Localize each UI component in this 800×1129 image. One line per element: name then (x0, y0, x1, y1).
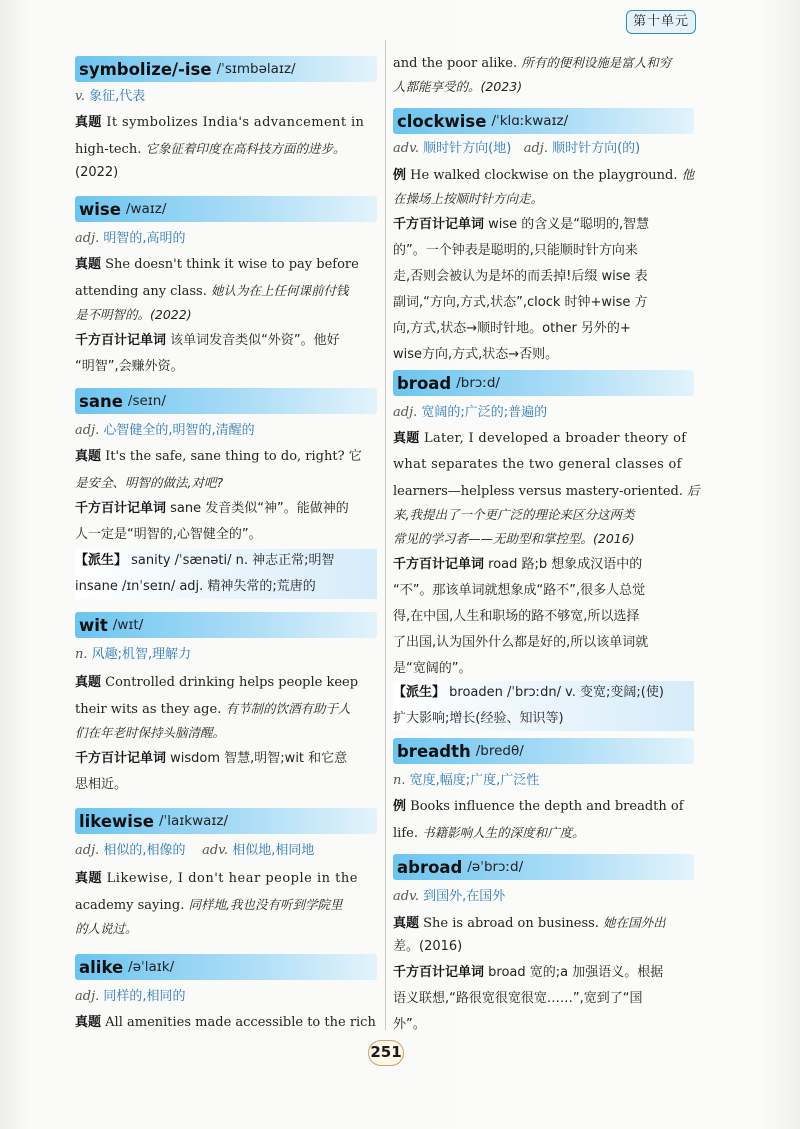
example-line: what separates the two general classes of (393, 457, 682, 472)
example-line: their wits as they age. 有节制的饮酒有助于人 (75, 701, 351, 717)
phonetic: /seɪn/ (127, 393, 166, 409)
example-line: 是不明智的。(2022) (75, 307, 192, 322)
example-line: 真题 All amenities made accessible to the rich (75, 1015, 376, 1030)
example-continuation: and the poor alike. 所有的便利设施是富人和穷 (393, 55, 672, 71)
memory-line: “不”。那该单词就想象成“路不”,很多人总觉 (393, 583, 646, 598)
headword: symbolize/-ise (79, 59, 212, 79)
example-line: (2022) (75, 165, 119, 180)
example-line: 例 Books influence the depth and breadth of (393, 799, 684, 814)
example-line: 们在年老时保持头脑清醒。 (75, 725, 226, 740)
headword: broad (397, 373, 452, 393)
definition-line: adj. 相似的,相像的 adv. 相似地,相同地 (75, 843, 315, 858)
unit-tag: 第十单元 (626, 10, 696, 34)
example-line: 是安全、明智的做法,对吧? (75, 475, 224, 490)
example-line: 真题 Later, I developed a broader theory of (393, 431, 687, 446)
definition-line: adj. 宽阔的;广泛的;普遍的 (393, 405, 548, 420)
entry-header-breadth (393, 738, 694, 764)
headword: abroad (397, 857, 463, 877)
headword: wit (79, 615, 108, 635)
memory-line: 外”。 (393, 1017, 426, 1032)
example-line: 真题 She is abroad on business. 她在国外出 (393, 915, 666, 931)
entry-header-alike (75, 954, 377, 980)
definition-line: adj. 同样的,相同的 (75, 989, 186, 1004)
entry-header-clockwise (393, 108, 694, 134)
memory-line: 千方百计记单词 wise 的含义是“聪明的,智慧 (393, 217, 650, 232)
headword: clockwise (397, 111, 487, 131)
example-line: learners—helpless versus mastery-oriented. 后 (393, 483, 700, 499)
memory-line: 思相近。 (75, 777, 128, 792)
entry-header-wit (75, 612, 377, 638)
headword: sane (79, 391, 123, 411)
example-line: 的人说过。 (75, 921, 138, 936)
example-line: attending any class. 她认为在上任何课前付钱 (75, 283, 349, 299)
memory-line: 千方百计记单词 该单词发音类似“外资”。他好 (75, 333, 340, 348)
definition-line: adj. 心智健全的,明智的,清醒的 (75, 423, 255, 438)
example-line: 差。(2016) (393, 939, 463, 954)
derivation-line: insane /ɪnˈseɪn/ adj. 精神失常的;荒唐的 (75, 579, 316, 594)
definition-line: v. 象征,代表 (75, 89, 146, 104)
memory-line: 千方百计记单词 wisdom 智慧,明智;wit 和它意 (75, 751, 348, 766)
example-line: 来,我提出了一个更广泛的理论来区分这两类 (393, 507, 635, 522)
memory-line: 千方百计记单词 sane 发音类似“神”。能做神的 (75, 501, 349, 516)
example-line: academy saying. 同样地,我也没有听到学院里 (75, 897, 343, 913)
example-line: 真题 It symbolizes India's advancement in (75, 115, 365, 130)
headword: breadth (397, 741, 471, 761)
definition-line: n. 风趣;机智,理解力 (75, 647, 192, 662)
derivation-line: 【派生】 broaden /ˈbrɔːdn/ v. 变宽;变阔;(使) (393, 685, 664, 700)
phonetic: /waɪz/ (125, 201, 167, 217)
definition-line: adv. 顺时针方向(地) adj. 顺时针方向(的) (393, 141, 641, 156)
phonetic: /əˈlaɪk/ (128, 959, 175, 975)
memory-line: 语义联想,“路很宽很宽很宽……”,宽到了“国 (393, 991, 643, 1006)
phonetic: /ˈsɪmbəlaɪz/ (216, 61, 296, 77)
page-number: 251 (368, 1040, 404, 1066)
phonetic: /əˈbrɔːd/ (467, 859, 524, 875)
derivation-line: 扩大影响;增长(经验、知识等) (393, 711, 564, 726)
definition-line: n. 宽度,幅度;广度,广泛性 (393, 773, 540, 788)
phonetic: /ˈklɑːkwaɪz/ (491, 113, 569, 129)
derivation-line: 【派生】 sanity /ˈsænəti/ n. 神志正常;明智 (75, 553, 335, 568)
memory-line: 的”。一个钟表是聪明的,只能顺时针方向来 (393, 243, 638, 258)
memory-line: wise方向,方式,状态→否则。 (393, 347, 559, 362)
memory-line: 了出国,认为国外什么都是好的,所以该单词就 (393, 635, 649, 650)
example-line: 真题 She doesn't think it wise to pay before (75, 257, 359, 272)
headword: alike (79, 957, 124, 977)
headword: wise (79, 199, 121, 219)
definition-line: adv. 到国外,在国外 (393, 889, 506, 904)
example-line: high-tech. 它象征着印度在高科技方面的进步。 (75, 141, 346, 157)
headword: likewise (79, 811, 154, 831)
definition-line: adj. 明智的,高明的 (75, 231, 186, 246)
example-line: 例 He walked clockwise on the playground. 他 (393, 167, 695, 183)
memory-line: 得,在中国,人生和职场的路不够宽,所以选择 (393, 609, 640, 624)
example-line: 在操场上按顺时针方向走。 (393, 191, 544, 206)
entry-header-broad (393, 370, 694, 396)
memory-line: 副词,“方向,方式,状态”,clock 时钟+wise 方 (393, 295, 648, 310)
memory-line: 千方百计记单词 road 路;b 想象成汉语中的 (393, 557, 643, 572)
column-divider (385, 40, 386, 1030)
phonetic: /bredθ/ (475, 743, 524, 759)
example-line: 真题 It's the safe, sane thing to do, right? 它 (75, 449, 362, 464)
example-line: life. 书籍影响人生的深度和广度。 (393, 825, 585, 841)
entry-header-symbolize (75, 56, 377, 82)
entry-header-sane (75, 388, 377, 414)
memory-line: 千方百计记单词 broad 宽的;a 加强语义。根据 (393, 965, 664, 980)
entry-header-wise (75, 196, 377, 222)
example-line: 真题 Likewise, I don't hear people in the (75, 871, 358, 886)
memory-line: “明智”,会赚外资。 (75, 359, 184, 374)
memory-line: 向,方式,状态→顺时针地。other 另外的+ (393, 321, 631, 336)
entry-header-abroad (393, 854, 694, 880)
phonetic: /ˈlaɪkwaɪz/ (158, 813, 229, 829)
example-continuation: 人都能享受的。(2023) (393, 79, 523, 94)
memory-line: 人一定是“明智的,心智健全的”。 (75, 527, 262, 542)
memory-line: 是“宽阔的”。 (393, 661, 472, 676)
example-line: 常见的学习者——无助型和掌控型。(2016) (393, 531, 635, 546)
example-line: 真题 Controlled drinking helps people keep (75, 675, 359, 690)
phonetic: /brɔːd/ (456, 375, 500, 391)
entry-header-likewise (75, 808, 377, 834)
phonetic: /wɪt/ (112, 617, 144, 633)
memory-line: 走,否则会被认为是坏的而丢掉!后缀 wise 表 (393, 269, 648, 284)
